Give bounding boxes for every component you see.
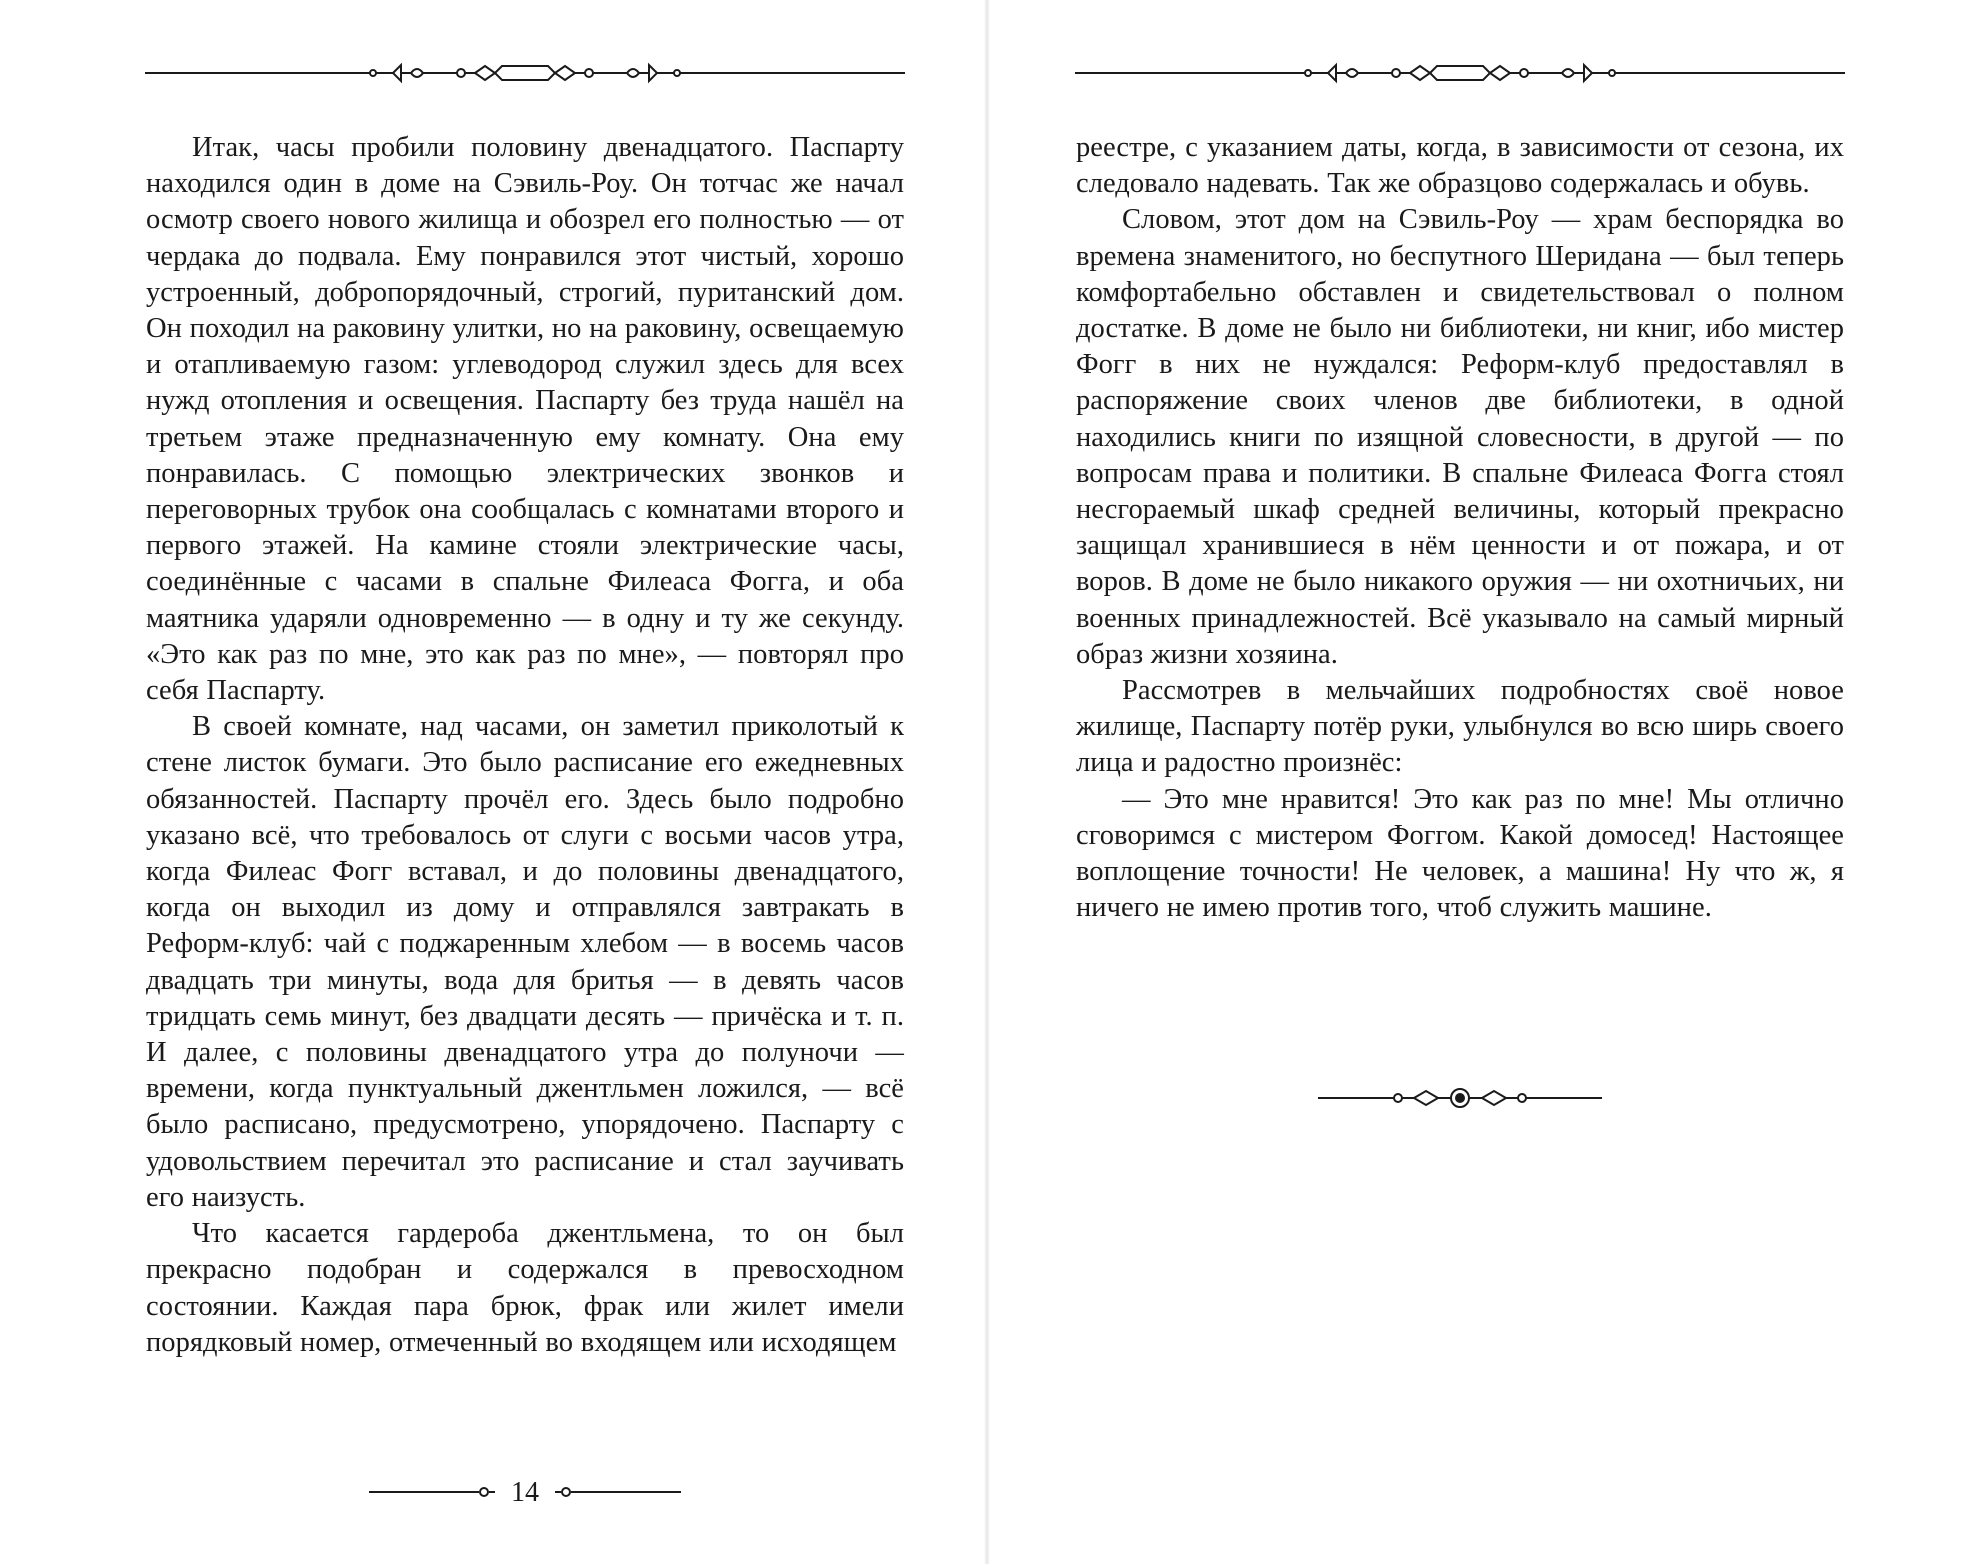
paragraph: Рассмотрев в мельчайших подробностях своё новое жилище, Паспарту потёр руки, улыбнулся во всю ширь своего лица и радостно произнёс: <box>1076 675 1844 779</box>
chapter-end-ornament <box>1318 1083 1602 1113</box>
paragraph: — Это мне нравится! Это как раз по мне! Мы отлично сговоримся с мистером Фоггом. Какой домосед! Настоящее воплощение точности! Не человек, а машина! Ну что ж, я ничего не имею против того, чтоб служить машине. <box>1076 783 1844 924</box>
left-header-ornament <box>145 58 905 88</box>
paragraph: Что касается гардероба джентльмена, то он был прекрасно подобран и содержался в превосходном состоянии. Каждая пара брюк, фрак или жилет имели порядковый номер, отмеченный во входящем или исходящем <box>146 1218 904 1358</box>
right-header-ornament <box>1075 58 1845 88</box>
continuation-paragraph: реестре, с указанием даты, когда, в зависимости от сезона, их следовало надевать. Так же образцово содержалась и обувь. <box>1076 132 1844 200</box>
left-page-text <box>146 130 904 1361</box>
book-gutter <box>984 0 990 1564</box>
paragraph: Итак, часы пробили половину двенадцатого. Паспарту находился один в доме на Сэвиль-Роу. Он тотчас же начал осмотр своего нового жилища и обозрел его полностью — от чердака до подвала. Ему понравился этот чистый, хорошо устроенный, добропорядочный, строгий, пуританский дом. Он походил на раковину улитки, но на раковину, освещаемую и отапливаемую газом: углеводород служил здесь для всех нужд отопления и освещения. Паспарту без труда нашёл на третьем этаже предназначенную ему комнату. Она ему понравилась. С помощью электрических звонков и переговорных трубок она сообщалась с комнатами второго и первого этажей. На камине стояли электрические часы, соединённые с часами в спальне Филеаса Фогга, и оба маятника ударяли одновременно — в одну и ту же секунду. «Это как раз по мне, это как раз по мне», — повторял про себя Паспарту. <box>146 132 904 707</box>
paragraph: Словом, этот дом на Сэвиль-Роу — храм беспорядка во времена знаменитого, но беспутного Шеридана — был теперь комфортабельно обставлен и свидетельствовал о полном достатке. В доме не было ни библиотеки, ни книг, ибо мистер Фогг в них не нуждался: Реформ-клуб предоставлял в распоряжение своих членов две библиотеки, в одной находились книги по изящной словесности, в другой — по вопросам права и политики. В спальне Филеаса Фогга стоял несгораемый шкаф средней величины, который прекрасно защищал хранившиеся в нём ценности и от пожара, и от воров. В доме не было никакого оружия — ни охотничьих, ни военных принадлежностей. Всё указывало на самый мирный образ жизни хозяина. <box>1076 204 1844 670</box>
paragraph: В своей комнате, над часами, он заметил приколотый к стене листок бумаги. Это было расписание его ежедневных обязанностей. Паспарту прочёл его. Здесь было подробно указано всё, что требовалось от слуги с восьми часов утра, когда Филеас Фогг вставал, и до половины двенадцатого, когда он выходил из дому и отправлялся завтракать в Реформ-клуб: чай с поджаренным хлебом — в восемь часов двадцать три минуты, вода для бритья — в девять часов тридцать семь минут, без двадцати десять — причёска и т. п. И далее, с половины двенадцатого утра до полуночи — времени, когда пунктуальный джентльмен ложился, — всё было расписано, предусмотрено, упорядочено. Паспарту с удовольствием перечитал это расписание и стал заучивать его наизусть. <box>146 711 904 1213</box>
page-number: 14 <box>500 1475 550 1511</box>
right-page-text <box>1076 130 1844 926</box>
